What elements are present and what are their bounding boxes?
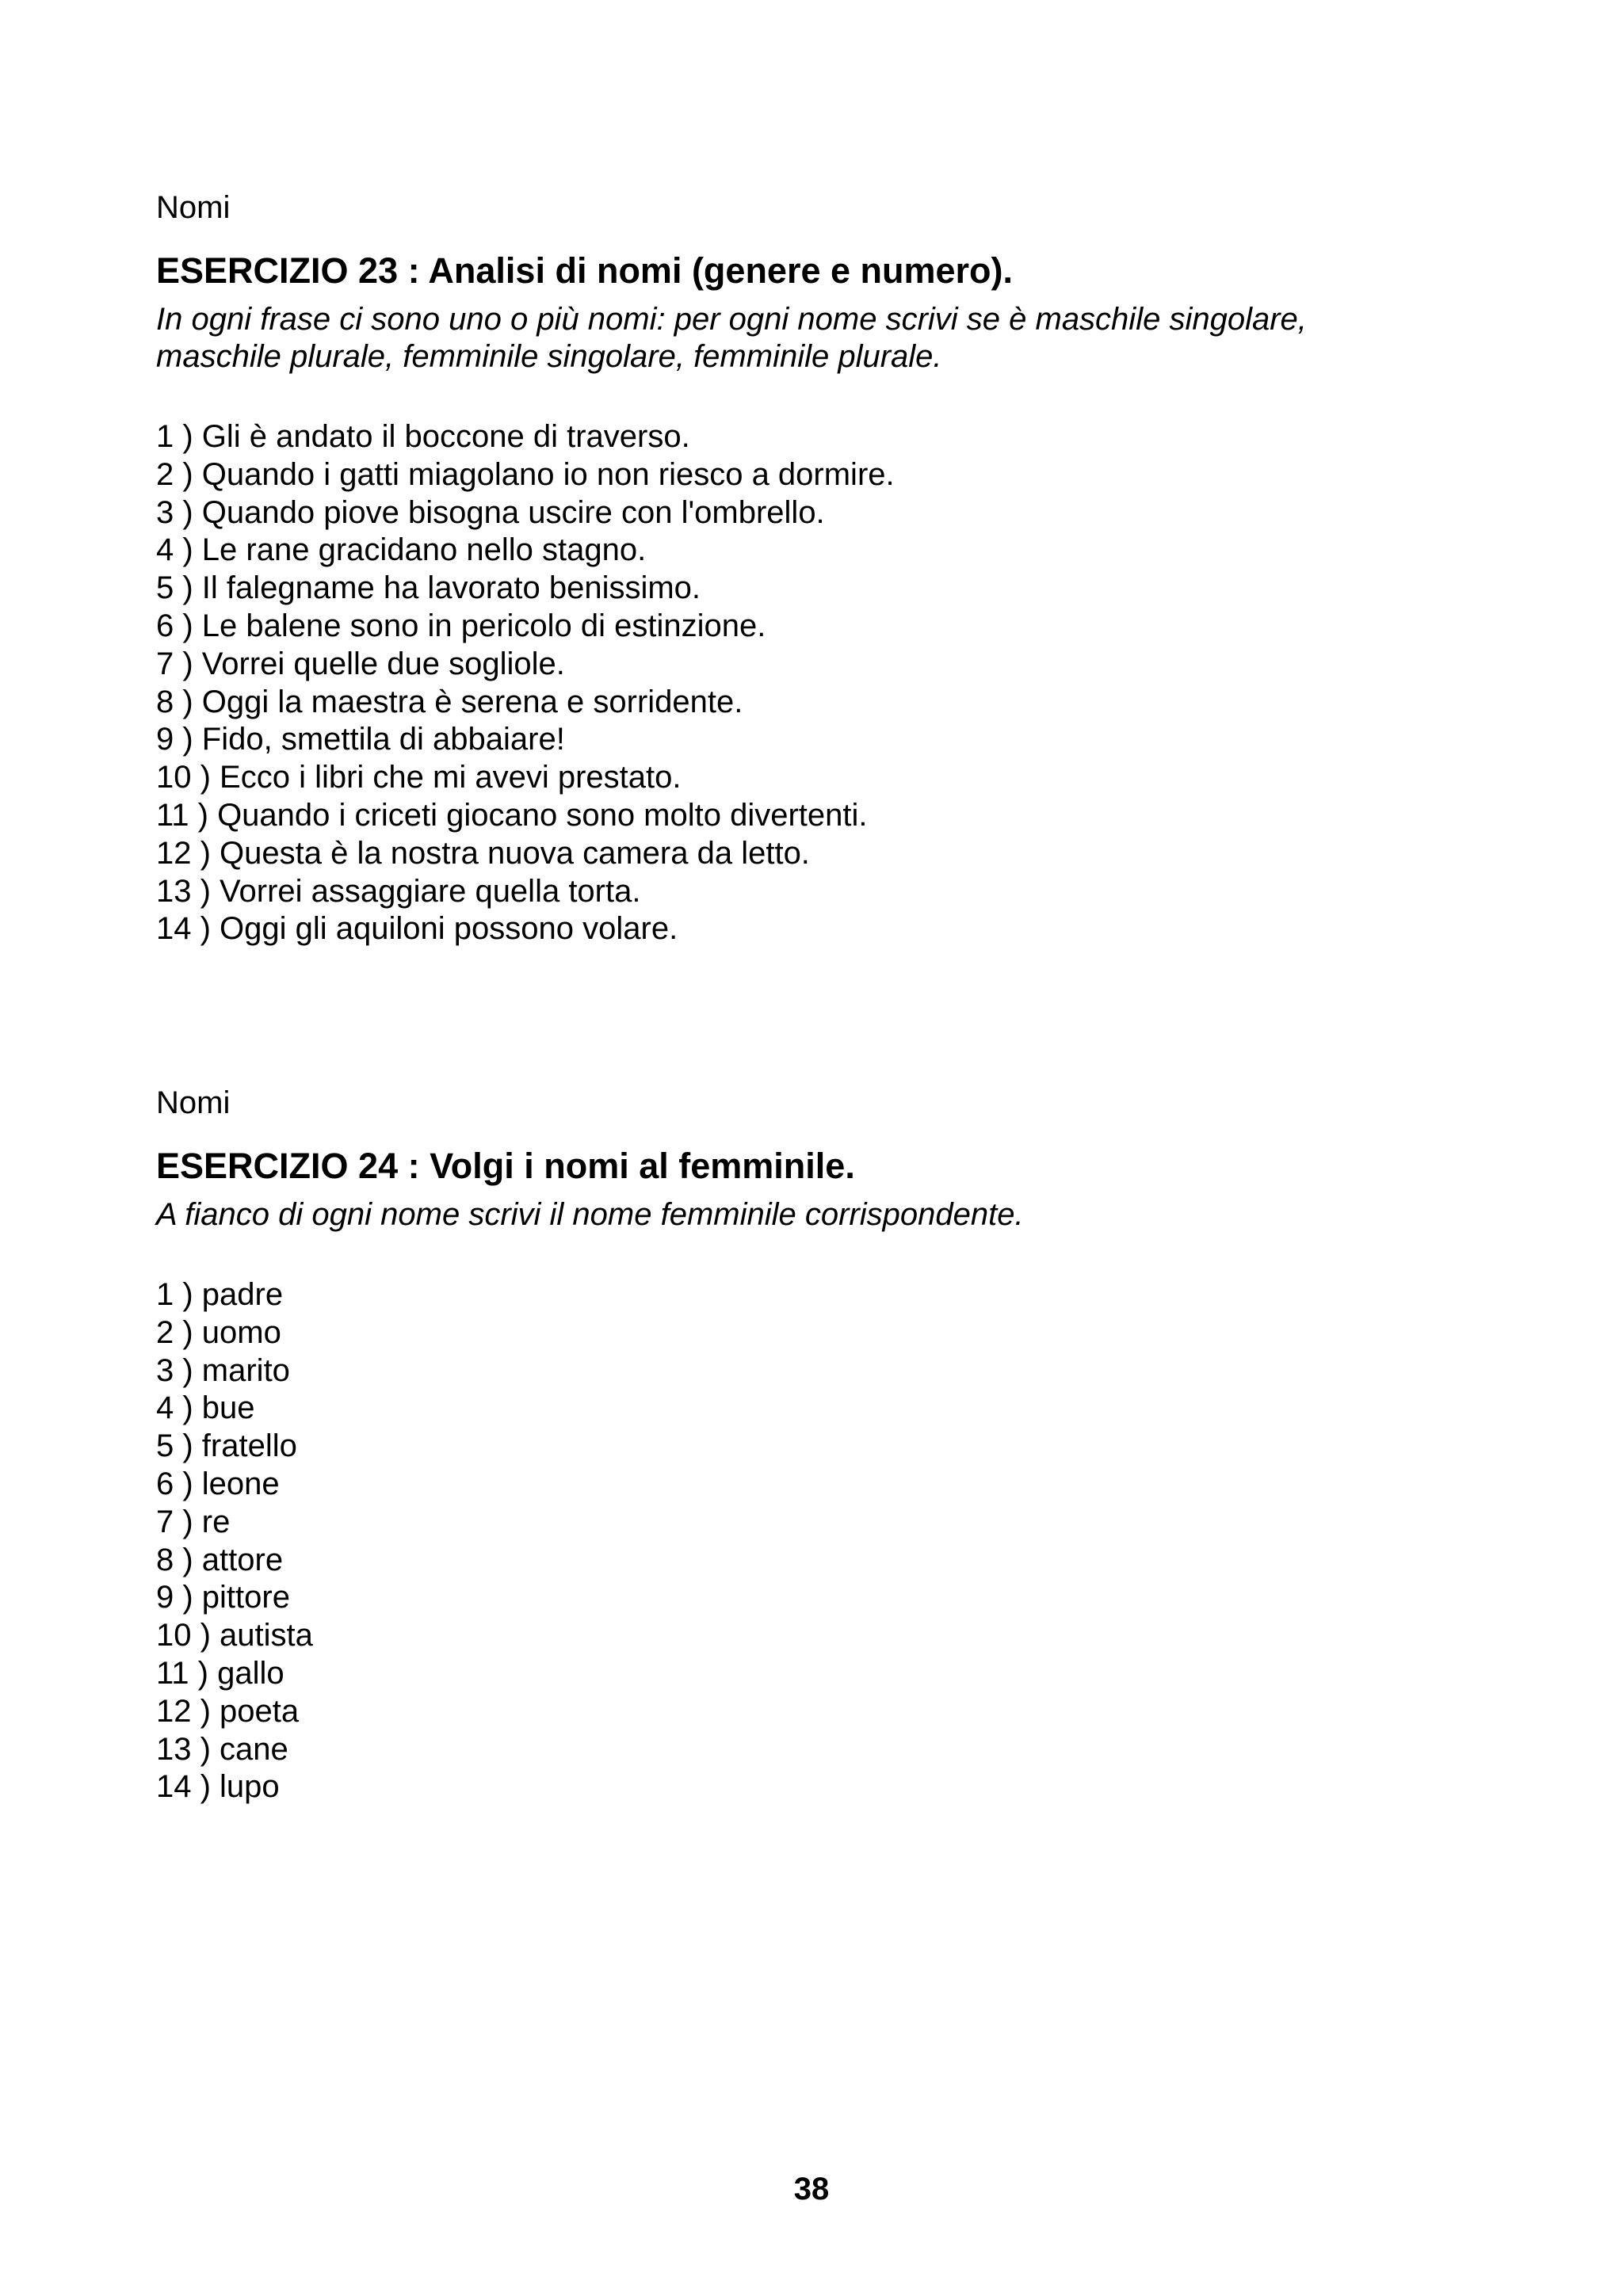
exercise-24	[156, 1079, 1503, 1806]
section-category: Nomi	[156, 1085, 231, 1120]
exercise-items	[156, 1276, 1503, 1806]
exercise-instructions: A fianco di ogni nome scrivi il nome femminile corrispondente.	[156, 1197, 1024, 1232]
section-category: Nomi	[156, 190, 231, 225]
exercise-item: 8 ) attore	[156, 1542, 284, 1577]
exercise-item: 5 ) Il falegname ha lavorato benissimo.	[156, 570, 701, 606]
exercise-item: 5 ) fratello	[156, 1428, 297, 1464]
exercise-item: 14 ) Oggi gli aquiloni possono volare.	[156, 911, 678, 947]
exercise-item: 3 ) Quando piove bisogna uscire con l'ombrello.	[156, 494, 825, 530]
exercise-item: 11 ) gallo	[156, 1655, 285, 1691]
exercise-items	[156, 418, 1503, 948]
exercise-title: ESERCIZIO 23 : Analisi di nomi (genere e numero).	[156, 250, 1014, 291]
exercise-item: 2 ) uomo	[156, 1314, 281, 1350]
exercise-item: 6 ) leone	[156, 1466, 280, 1501]
exercise-item: 6 ) Le balene sono in pericolo di estinzione.	[156, 608, 766, 643]
exercise-item: 8 ) Oggi la maestra è serena e sorridente.	[156, 684, 743, 719]
exercise-item: 7 ) re	[156, 1504, 231, 1539]
exercise-item: 1 ) padre	[156, 1277, 284, 1312]
page-number: 38	[793, 2172, 830, 2206]
exercise-item: 12 ) Questa è la nostra nuova camera da letto.	[156, 835, 810, 871]
exercise-item: 7 ) Vorrei quelle due sogliole.	[156, 646, 565, 681]
exercise-item: 9 ) pittore	[156, 1580, 290, 1615]
exercise-item: 4 ) bue	[156, 1390, 255, 1426]
exercise-item: 13 ) Vorrei assaggiare quella torta.	[156, 873, 641, 909]
exercise-23	[156, 184, 1503, 948]
exercise-item: 10 ) autista	[156, 1618, 313, 1653]
exercise-instructions: In ogni frase ci sono uno o più nomi: per ogni nome scrivi se è maschile singolare, maschile plurale, femminile singolare, femminile plurale.	[156, 302, 1307, 374]
exercise-item: 1 ) Gli è andato il boccone di traverso.	[156, 419, 690, 454]
exercise-item: 11 ) Quando i criceti giocano sono molto divertenti.	[156, 797, 868, 833]
exercise-item: 4 ) Le rane gracidano nello stagno.	[156, 532, 647, 568]
exercise-item: 12 ) poeta	[156, 1693, 300, 1729]
exercise-item: 10 ) Ecco i libri che mi avevi prestato.	[156, 760, 682, 795]
exercise-item: 13 ) cane	[156, 1731, 288, 1767]
exercise-item: 3 ) marito	[156, 1352, 290, 1388]
exercise-item: 2 ) Quando i gatti miagolano io non riesco a dormire.	[156, 456, 895, 492]
exercise-title: ESERCIZIO 24 : Volgi i nomi al femminile.	[156, 1146, 855, 1186]
exercise-item: 9 ) Fido, smettila di abbaiare!	[156, 722, 565, 757]
exercise-item: 14 ) lupo	[156, 1769, 280, 1805]
